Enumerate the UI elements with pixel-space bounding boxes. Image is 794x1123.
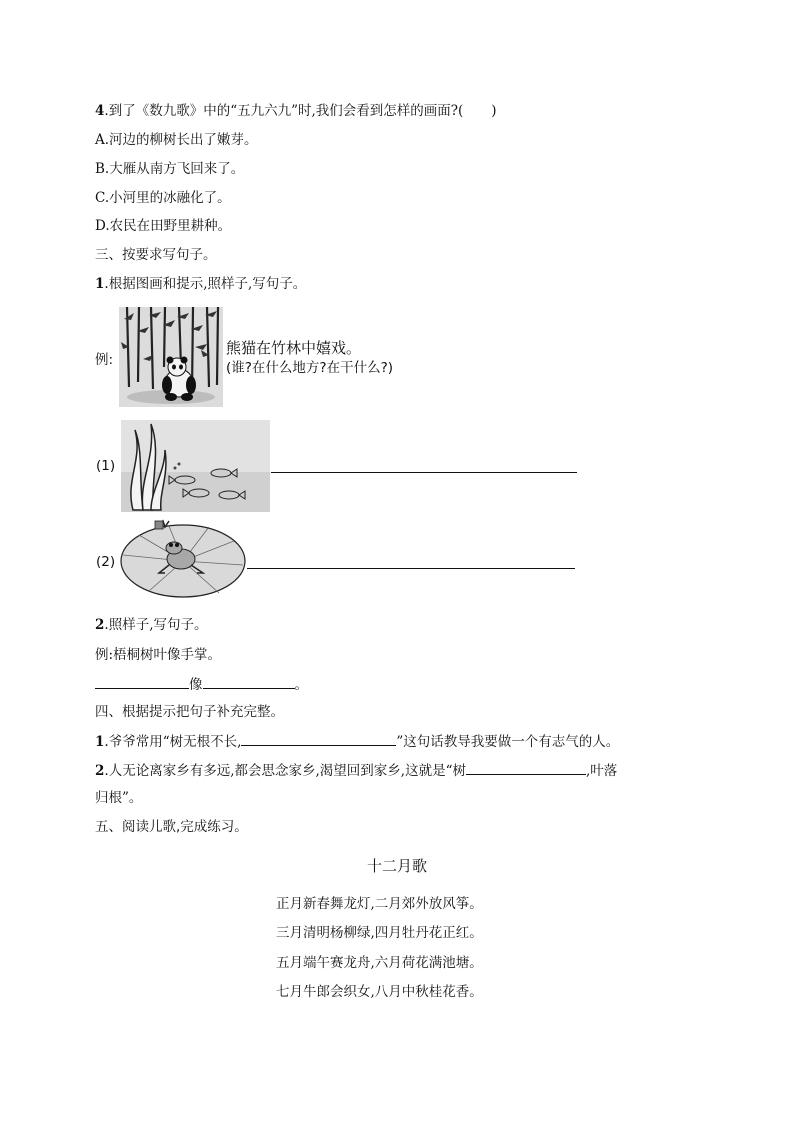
q4-option-c: C.小河里的冰融化了。 <box>95 190 231 206</box>
fill-mid: 像 <box>189 677 203 693</box>
s3-item1-text: .根据图画和提示,照样子,写句子。 <box>104 276 307 292</box>
s3-item2 <box>95 615 208 635</box>
s4-item1-pre: .爷爷常用“树无根不长, <box>104 734 242 750</box>
q4-paren-close: ) <box>491 103 497 119</box>
s3-item1 <box>95 274 306 294</box>
q4-option-a: A.河边的柳树长出了嫩芽。 <box>95 132 258 148</box>
sub1-label: (1) <box>96 458 116 474</box>
s4-item2-post: ,叶落 <box>585 763 618 779</box>
s3-item2-number: 2 <box>95 617 105 633</box>
poem-line-1: 正月新春舞龙灯,二月郊外放风筝。 <box>276 896 483 912</box>
fish-image <box>121 420 270 512</box>
frog-lotus-image <box>119 515 247 599</box>
example-sentence: 熊猫在竹林中嬉戏。 <box>226 339 362 357</box>
s4-item1-blank[interactable] <box>241 731 396 746</box>
fill-blank-2[interactable] <box>203 674 295 689</box>
s4-item1-post: ”这句话教导我要做一个有志气的人。 <box>396 734 620 750</box>
poem-line-4: 七月牛郎会织女,八月中秋桂花香。 <box>276 984 483 1000</box>
fill-end: 。 <box>294 677 308 693</box>
s4-item2-blank[interactable] <box>466 760 586 775</box>
sub2-answer-line[interactable] <box>247 568 575 569</box>
fill-blank-1[interactable] <box>95 674 189 689</box>
poem-line-3: 五月端午赛龙舟,六月荷花满池塘。 <box>276 955 483 971</box>
section5-title: 五、阅读儿歌,完成练习。 <box>95 819 248 835</box>
s4-item2-number: 2 <box>95 763 105 779</box>
s4-item2-pre: .人无论离家乡有多远,都会思念家乡,渴望回到家乡,这就是“树 <box>104 763 466 779</box>
q4-option-b: B.大雁从南方飞回来了。 <box>95 161 245 177</box>
section4-title: 四、根据提示把句子补充完整。 <box>95 704 284 720</box>
panda-bamboo-image <box>119 307 223 407</box>
s3-item1-number: 1 <box>95 276 105 292</box>
s3-item2-text: .照样子,写句子。 <box>104 617 208 633</box>
s3-item2-fill <box>95 674 308 695</box>
q4-stem-text: .到了《数九歌》中的“五九六九”时,我们会看到怎样的画面?( <box>104 103 464 119</box>
section3-title: 三、按要求写句子。 <box>95 247 217 263</box>
q4-stem <box>95 101 497 121</box>
q4-option-d: D.农民在田野里耕种。 <box>95 218 232 234</box>
example-label: 例: <box>95 352 114 368</box>
poem-line-2: 三月清明杨柳绿,四月牡丹花正红。 <box>276 925 483 941</box>
sub2-label: (2) <box>96 554 116 570</box>
s4-item1-number: 1 <box>95 734 105 750</box>
sub1-answer-line[interactable] <box>271 472 577 473</box>
s3-item2-example: 例:梧桐树叶像手掌。 <box>95 647 222 663</box>
s4-item2-cont: 归根”。 <box>95 790 143 806</box>
poem-title: 十二月歌 <box>366 857 427 875</box>
s4-item1 <box>95 731 619 752</box>
s4-item2 <box>95 760 617 781</box>
example-hint: (谁?在什么地方?在干什么?) <box>226 360 394 376</box>
q4-number: 4 <box>95 103 105 119</box>
